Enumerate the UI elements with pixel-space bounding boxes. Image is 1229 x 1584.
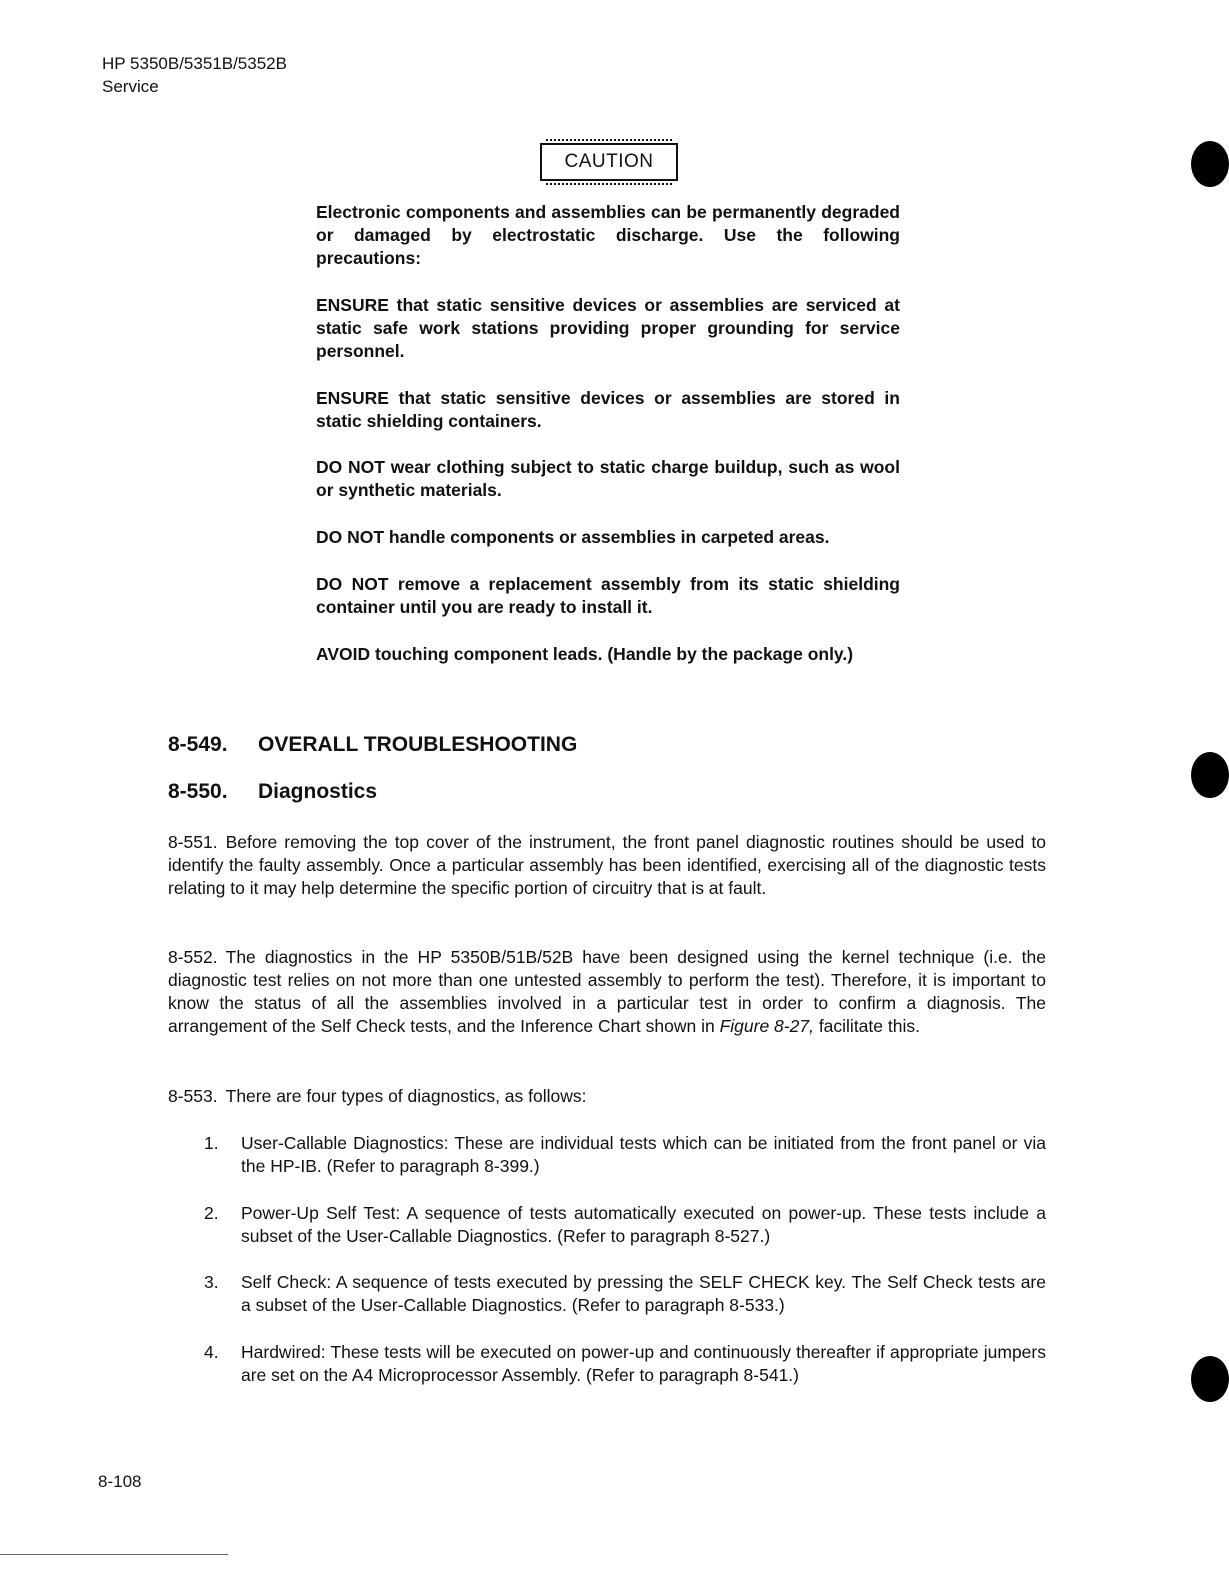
caution-paragraph: DO NOT handle components or assemblies in carpeted areas. (316, 527, 830, 547)
model-number: HP 5350B/5351B/5352B (102, 54, 287, 73)
section-number: 8-549. (168, 733, 228, 756)
caution-paragraph: Electronic components and assemblies can be permanently degraded or damaged by electrostatic discharge. Use the following precautions: (316, 202, 900, 268)
list-item (204, 1202, 1046, 1248)
list-text: Self Check: A sequence of tests executed by pressing the SELF CHECK key. The Self Check tests are a subset of the User-Callable Diagnostics. (Refer to paragraph 8-533.) (241, 1272, 1046, 1315)
paragraph-number: 8-551. (168, 832, 218, 852)
binder-hole (1191, 752, 1229, 798)
paragraph-text: The diagnostics in the HP 5350B/51B/52B have been designed using the kernel technique (i.e. the diagnostic test relies on not more than one untested assembly to perform the test). Therefore, it is important to know the status of all the assemblies involved in a particular test in order to confirm a diagnosis. The arrangement of the Self Check tests, and the Inference Chart shown in (168, 947, 1046, 1036)
list-number: 1. (204, 1133, 219, 1153)
list-number: 4. (204, 1342, 219, 1362)
list-text: Hardwired: These tests will be executed on power-up and continuously thereafter if appropriate jumpers are set on the A4 Microprocessor Assembly. (Refer to paragraph 8-541.) (241, 1342, 1046, 1385)
section-name: Service (102, 77, 159, 96)
binder-hole (1191, 1356, 1229, 1402)
figure-reference: Figure 8-27, (719, 1016, 814, 1036)
section-title: OVERALL TROUBLESHOOTING (258, 733, 578, 756)
section-title: Diagnostics (258, 780, 378, 803)
binder-hole (1191, 141, 1229, 187)
paragraph-number: 8-552. (168, 947, 218, 967)
page-number: 8-108 (98, 1472, 142, 1491)
paragraph-text: facilitate this. (818, 1016, 920, 1036)
list-number: 3. (204, 1272, 219, 1292)
caution-label: CAUTION (540, 143, 678, 181)
caution-paragraph: DO NOT wear clothing subject to static charge buildup, such as wool or synthetic materials. (316, 457, 900, 500)
list-number: 2. (204, 1203, 219, 1223)
caution-paragraph: DO NOT remove a replacement assembly from its static shielding container until you are ready to install it. (316, 574, 900, 617)
caution-paragraph: ENSURE that static sensitive devices or assemblies are stored in static shielding containers. (316, 388, 900, 431)
paragraph-text: Before removing the top cover of the instrument, the front panel diagnostic routines should be used to identify the faulty assembly. Once a particular assembly has been identified, exercising all of the diagnostic tests relating to it may help determine the specific portion of circuitry that is at fault. (168, 832, 1046, 898)
list-item (204, 1341, 1046, 1387)
paragraph-8-552 (168, 946, 1046, 1038)
paragraph-number: 8-553. (168, 1086, 218, 1106)
list-item (204, 1132, 1046, 1178)
section-number: 8-550. (168, 780, 228, 803)
section-heading (168, 780, 377, 804)
list-item (204, 1271, 1046, 1317)
paragraph-8-553 (168, 1085, 1046, 1108)
page-header (102, 52, 287, 98)
section-heading (168, 733, 577, 757)
caution-paragraph: ENSURE that static sensitive devices or assemblies are serviced at static safe work stations providing proper grounding for service personnel. (316, 295, 900, 361)
list-text: Power-Up Self Test: A sequence of tests automatically executed on power-up. These tests include a subset of the User-Callable Diagnostics. (Refer to paragraph 8-527.) (241, 1203, 1046, 1246)
paragraph-text: There are four types of diagnostics, as follows: (225, 1086, 587, 1106)
paragraph-8-551 (168, 831, 1046, 900)
scan-edge-line (0, 1554, 228, 1555)
caution-paragraph: AVOID touching component leads. (Handle by the package only.) (316, 644, 854, 664)
list-text: User-Callable Diagnostics: These are individual tests which can be initiated from the front panel or via the HP-IB. (Refer to paragraph 8-399.) (241, 1133, 1046, 1176)
